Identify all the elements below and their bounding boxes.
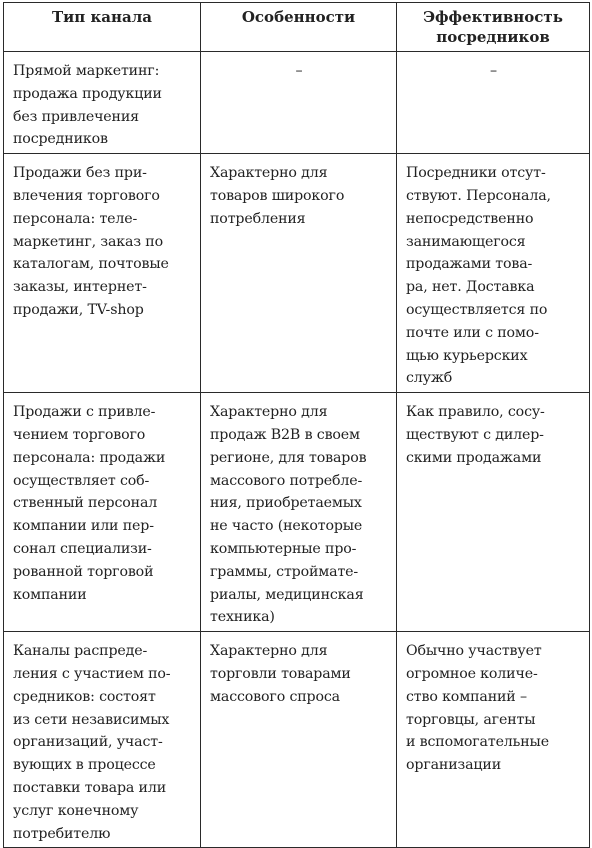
cell-channel-type: Продажи без при- влечения торгового персонала: теле- маркетинг, заказ по каталогам, почтовые заказы, интернет- продажи, TV-shop	[4, 154, 201, 393]
cell-efficiency: –	[397, 52, 590, 154]
table-row	[4, 632, 590, 848]
header-features: Особенности	[201, 3, 397, 52]
cell-channel-type: Продажи с привле- чением торгового персонала: продажи осуществляет соб- ственный персонал компании или пер- сонал специализи- рованной торговой компании	[4, 393, 201, 632]
cell-efficiency: Как правило, сосу- ществуют с дилер- скими продажами	[397, 393, 590, 632]
header-intermediary-efficiency: Эффективность посредников	[397, 3, 590, 52]
cell-features: Характерно для торговли товарами массового спроса	[201, 632, 397, 848]
cell-efficiency: Обычно участвует огромное количе- ство компаний – торговцы, агенты и вспомогательные организации	[397, 632, 590, 848]
distribution-channels-table	[3, 2, 590, 848]
cell-features: –	[201, 52, 397, 154]
table-row	[4, 393, 590, 632]
cell-efficiency: Посредники отсут- ствуют. Персонала, непосредственно занимающегося продажами това- ра, нет. Доставка осуществляется по почте или с помо- щью курьерских служб	[397, 154, 590, 393]
cell-channel-type: Прямой маркетинг: продажа продукции без привлечения посредников	[4, 52, 201, 154]
header-channel-type: Тип канала	[4, 3, 201, 52]
table-header-row	[4, 3, 590, 52]
cell-features: Характерно для продаж B2B в своем регионе, для товаров массового потребле- ния, приобретаемых не часто (некоторые компьютерные про- граммы, стройматe- риалы, медицинская техника)	[201, 393, 397, 632]
cell-features: Характерно для товаров широкого потребления	[201, 154, 397, 393]
table-row	[4, 154, 590, 393]
table-row	[4, 52, 590, 154]
cell-channel-type: Каналы распреде- ления с участием по- средников: состоят из сети независимых организаций, участ- вующих в процессе поставки товара или услуг конечному потребителю	[4, 632, 201, 848]
